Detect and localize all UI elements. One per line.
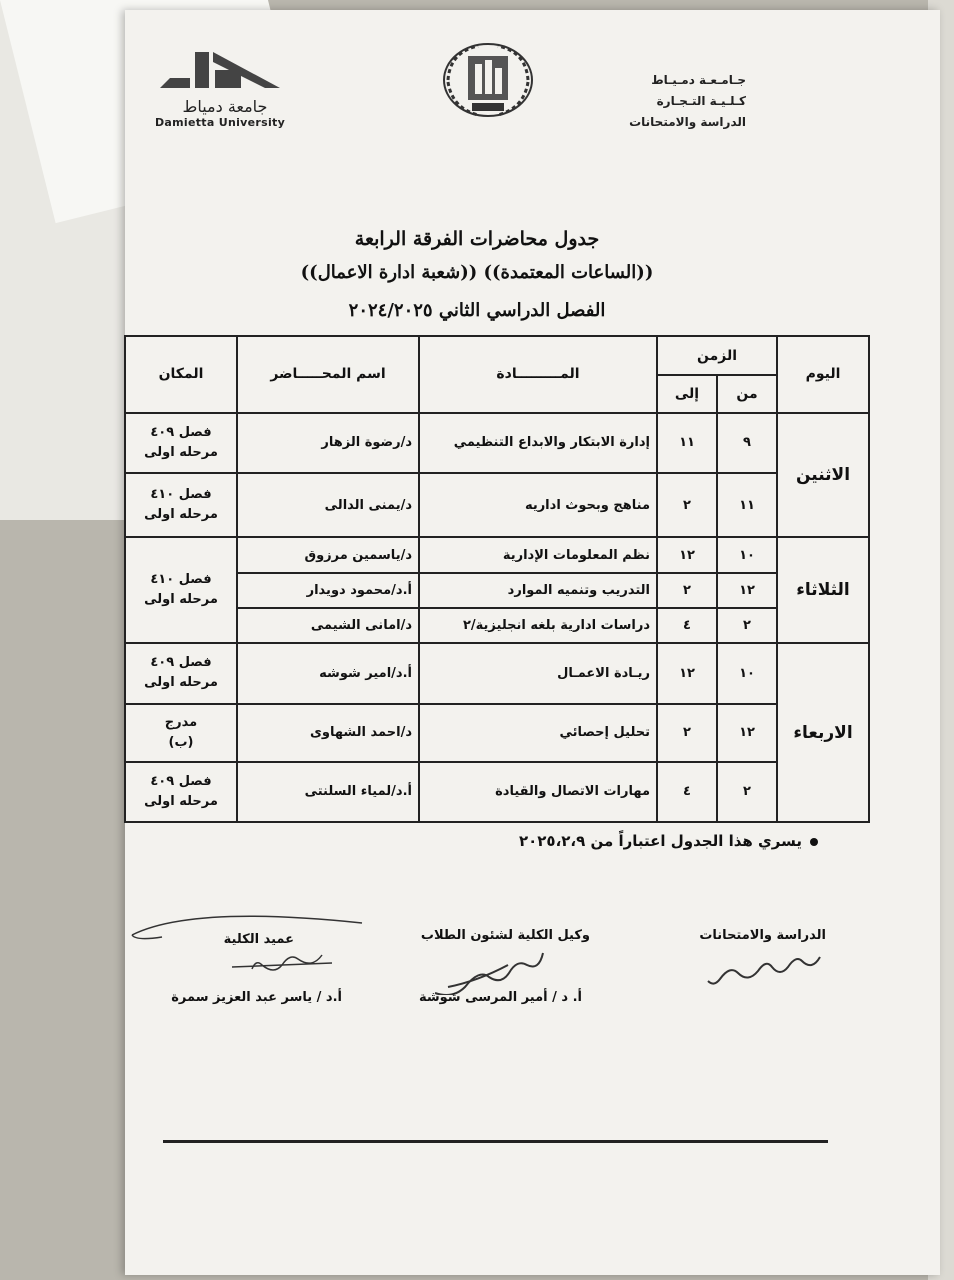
lecturer-cell: أ.د/محمود دويدار (237, 573, 419, 608)
day-cell-tuesday: الثلاثاء (777, 537, 869, 643)
header-day: اليوم (777, 336, 869, 413)
college-header (629, 70, 746, 133)
dean-signature-icon (122, 905, 412, 980)
time-to: ١١ (657, 413, 717, 473)
table-row (125, 762, 869, 822)
place-cell (125, 537, 237, 643)
place-cell (125, 643, 237, 703)
subject-cell: مناهج وبحوث اداريه (419, 473, 657, 537)
time-to: ٤ (657, 762, 717, 822)
subject-cell: التدريب وتنميه الموارد (419, 573, 657, 608)
vice-dean-signature-icon (428, 945, 558, 995)
place-room: فصل ٤١٠ (150, 572, 212, 588)
day-cell-wednesday: الاربعاء (777, 643, 869, 822)
time-from: ٢ (717, 762, 777, 822)
time-to: ٢ (657, 473, 717, 537)
lecturer-cell: د/امانى الشيمى (237, 608, 419, 643)
day-cell-monday: الاثنين (777, 413, 869, 538)
place-room: فصل ٤٠٩ (150, 655, 212, 671)
place-cell (125, 473, 237, 537)
college-line-university: جـامـعـة دمـيـاط (651, 73, 746, 87)
vice-dean-title: وكيل الكلية لشئون الطلاب (420, 928, 590, 943)
header-subject: المـــــــــادة (419, 336, 657, 413)
bullet-icon (810, 838, 818, 846)
lecturer-cell: أ.د/امير شوشه (237, 643, 419, 703)
time-from: ١٢ (717, 704, 777, 762)
place-cell (125, 762, 237, 822)
dean-name: أ.د / ياسر عبد العزيز سمرة (171, 990, 342, 1005)
lecturer-cell: د/رضوة الزهار (237, 413, 419, 473)
subject-cell: إدارة الابتكار والابداع التنظيمي (419, 413, 657, 473)
time-from: ٩ (717, 413, 777, 473)
semester-title: الفصل الدراسي الثاني ٢٠٢٤/٢٠٢٥ (348, 300, 606, 321)
subject-cell: دراسات ادارية بلغه انجليزية/٢ (419, 608, 657, 643)
vice-dean-name: أ. د / أمير المرسى شوشة (418, 990, 582, 1005)
place-room: مدرج (164, 714, 198, 730)
table-row (125, 704, 869, 762)
place-stage: مرحله اولى (144, 675, 218, 691)
effective-date-note (519, 832, 818, 850)
lecturer-cell: د/احمد الشهاوى (237, 704, 419, 762)
place-stage: مرحله اولى (144, 592, 218, 608)
college-line-faculty: كـلـيـة التـجـارة (656, 94, 746, 108)
time-to: ١٢ (657, 537, 717, 572)
exams-signature-title: الدراسة والامتحانات (699, 928, 826, 943)
subject-cell: مهارات الاتصال والقيادة (419, 762, 657, 822)
place-stage: (ب) (168, 734, 194, 750)
time-to: ٢ (657, 704, 717, 762)
college-line-department: الدراسة والامتحانات (629, 115, 746, 129)
time-to: ١٢ (657, 643, 717, 703)
table-row (125, 413, 869, 473)
schedule-table (124, 335, 870, 823)
time-from: ١٠ (717, 537, 777, 572)
header-time: الزمن (657, 336, 777, 375)
university-logo-english: Damietta University (155, 116, 286, 129)
faculty-seal-icon (428, 40, 548, 120)
time-from: ١١ (717, 473, 777, 537)
place-cell (125, 413, 237, 473)
header-lecturer: اسم المحـــــاضر (237, 336, 419, 413)
university-logo-icon (155, 48, 285, 93)
table-row (125, 573, 869, 608)
lecturer-cell: د/يمنى الدالى (237, 473, 419, 537)
footer-divider (163, 1140, 828, 1143)
time-to: ٢ (657, 573, 717, 608)
time-to: ٤ (657, 608, 717, 643)
lecturer-cell: د/ياسمين مرزوق (237, 537, 419, 572)
schedule-subtitle: ((شعبة ادارة الاعمال)) ((الساعات المعتمدة)) (300, 262, 654, 283)
time-from: ٢ (717, 608, 777, 643)
subject-cell: تحليل إحصائي (419, 704, 657, 762)
lecturer-cell: أ.د/لمياء السلنتى (237, 762, 419, 822)
exams-signature-icon (690, 945, 830, 985)
place-stage: مرحله اولى (144, 444, 218, 460)
dean-title: عميد الكلية (223, 932, 294, 947)
table-row (125, 643, 869, 703)
place-room: فصل ٤٠٩ (150, 773, 212, 789)
time-from: ١٢ (717, 573, 777, 608)
subject-cell: نظم المعلومات الإدارية (419, 537, 657, 572)
subject-cell: ريـادة الاعمـال (419, 643, 657, 703)
place-room: فصل ٤٠٩ (150, 424, 212, 440)
note-text: يسري هذا الجدول اعتباراً من ٢٠٢٥،٢،٩ (518, 832, 802, 850)
place-room: فصل ٤١٠ (150, 487, 212, 503)
university-logo (155, 48, 295, 129)
header-to: إلى (657, 375, 717, 412)
university-logo-arabic: جامعة دمياط (182, 97, 268, 116)
place-stage: مرحله اولى (144, 507, 218, 523)
schedule-title: جدول محاضرات الفرقة الرابعة (354, 228, 600, 250)
place-cell (125, 704, 237, 762)
table-row (125, 608, 869, 643)
place-stage: مرحله اولى (144, 793, 218, 809)
table-row (125, 473, 869, 537)
header-place: المكان (125, 336, 237, 413)
time-from: ١٠ (717, 643, 777, 703)
table-row (125, 537, 869, 572)
header-from: من (717, 375, 777, 412)
